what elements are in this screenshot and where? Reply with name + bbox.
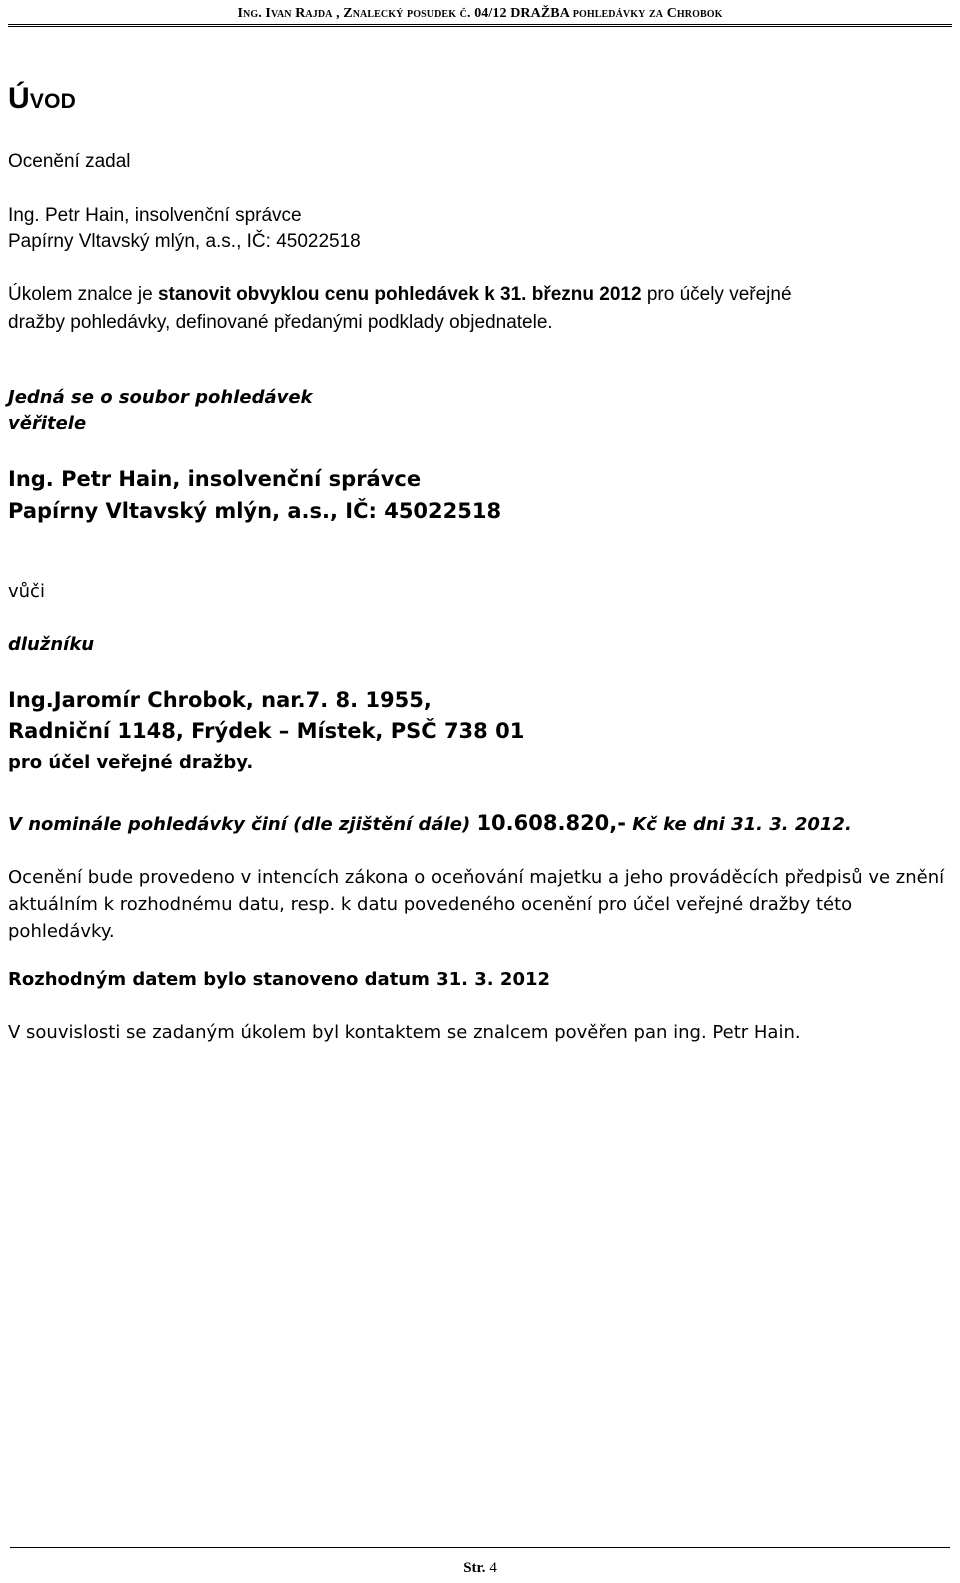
debtor-name-1: Ing.Jaromír Chrobok, nar.7. 8. 1955,: [8, 688, 432, 712]
client-line-2: Papírny Vltavský mlýn, a.s., IČ: 45022518: [8, 231, 361, 252]
decisive-date: Rozhodným datem bylo stanoveno datum 31. 3. 2012: [8, 969, 551, 990]
creditor-heading-2: věřitele: [8, 413, 87, 434]
contact-paragraph: V souvislosti se zadaným úkolem byl kontaktem se znalcem pověřen pan ing. Petr Hain.: [8, 1022, 801, 1043]
against-label: vůči: [8, 581, 45, 602]
page-label: Str.: [463, 1560, 486, 1576]
creditor-name-2: Papírny Vltavský mlýn, a.s., IČ: 45022518: [8, 499, 502, 523]
nominal-line: [8, 811, 852, 835]
debtor-name-2: Radniční 1148, Frýdek – Místek, PSČ 738 01: [8, 719, 525, 743]
debtor-purpose: pro účel veřejné dražby.: [8, 752, 254, 773]
nominal-suffix: Kč ke dni 31. 3. 2012.: [625, 814, 852, 835]
debtor-heading: dlužníku: [8, 634, 95, 655]
client-line-1: Ing. Petr Hain, insolvenční správce: [8, 205, 302, 226]
valuation-paragraph: Ocenění bude provedeno v intencích zákona o oceňování majetku a jeho prováděcích předpisů ve znění aktuálním k rozhodnému datu, resp. k datu povedeného ocenění pro účel veřejné dražby této pohledávky.: [8, 867, 945, 942]
task-line-2: dražby pohledávky, definované předanými podklady objednatele.: [8, 312, 553, 333]
header-divider: [8, 24, 952, 27]
client-label: Ocenění zadal: [8, 151, 131, 172]
task-intro: Úkolem znalce je: [8, 284, 158, 305]
task-line-1: [8, 284, 792, 306]
running-header: Ing. Ivan Rajda , Znalecký posudek č. 04/12 DRAŽBA pohledávky za Chrobok: [237, 6, 723, 21]
creditor-heading-1: Jedná se o soubor pohledávek: [8, 387, 313, 408]
task-rest: pro účely veřejné: [641, 284, 792, 305]
page-number: 4: [489, 1560, 497, 1576]
footer-divider: [10, 1547, 950, 1548]
nominal-prefix: V nominále pohledávky činí (dle zjištění dále): [8, 814, 477, 835]
nominal-amount: 10.608.820,-: [476, 811, 626, 835]
creditor-name-1: Ing. Petr Hain, insolvenční správce: [8, 467, 422, 491]
page-footer: [0, 1560, 960, 1577]
task-bold: stanovit obvyklou cenu pohledávek k 31. březnu 2012: [157, 284, 642, 305]
section-title: Úvod: [8, 82, 76, 115]
